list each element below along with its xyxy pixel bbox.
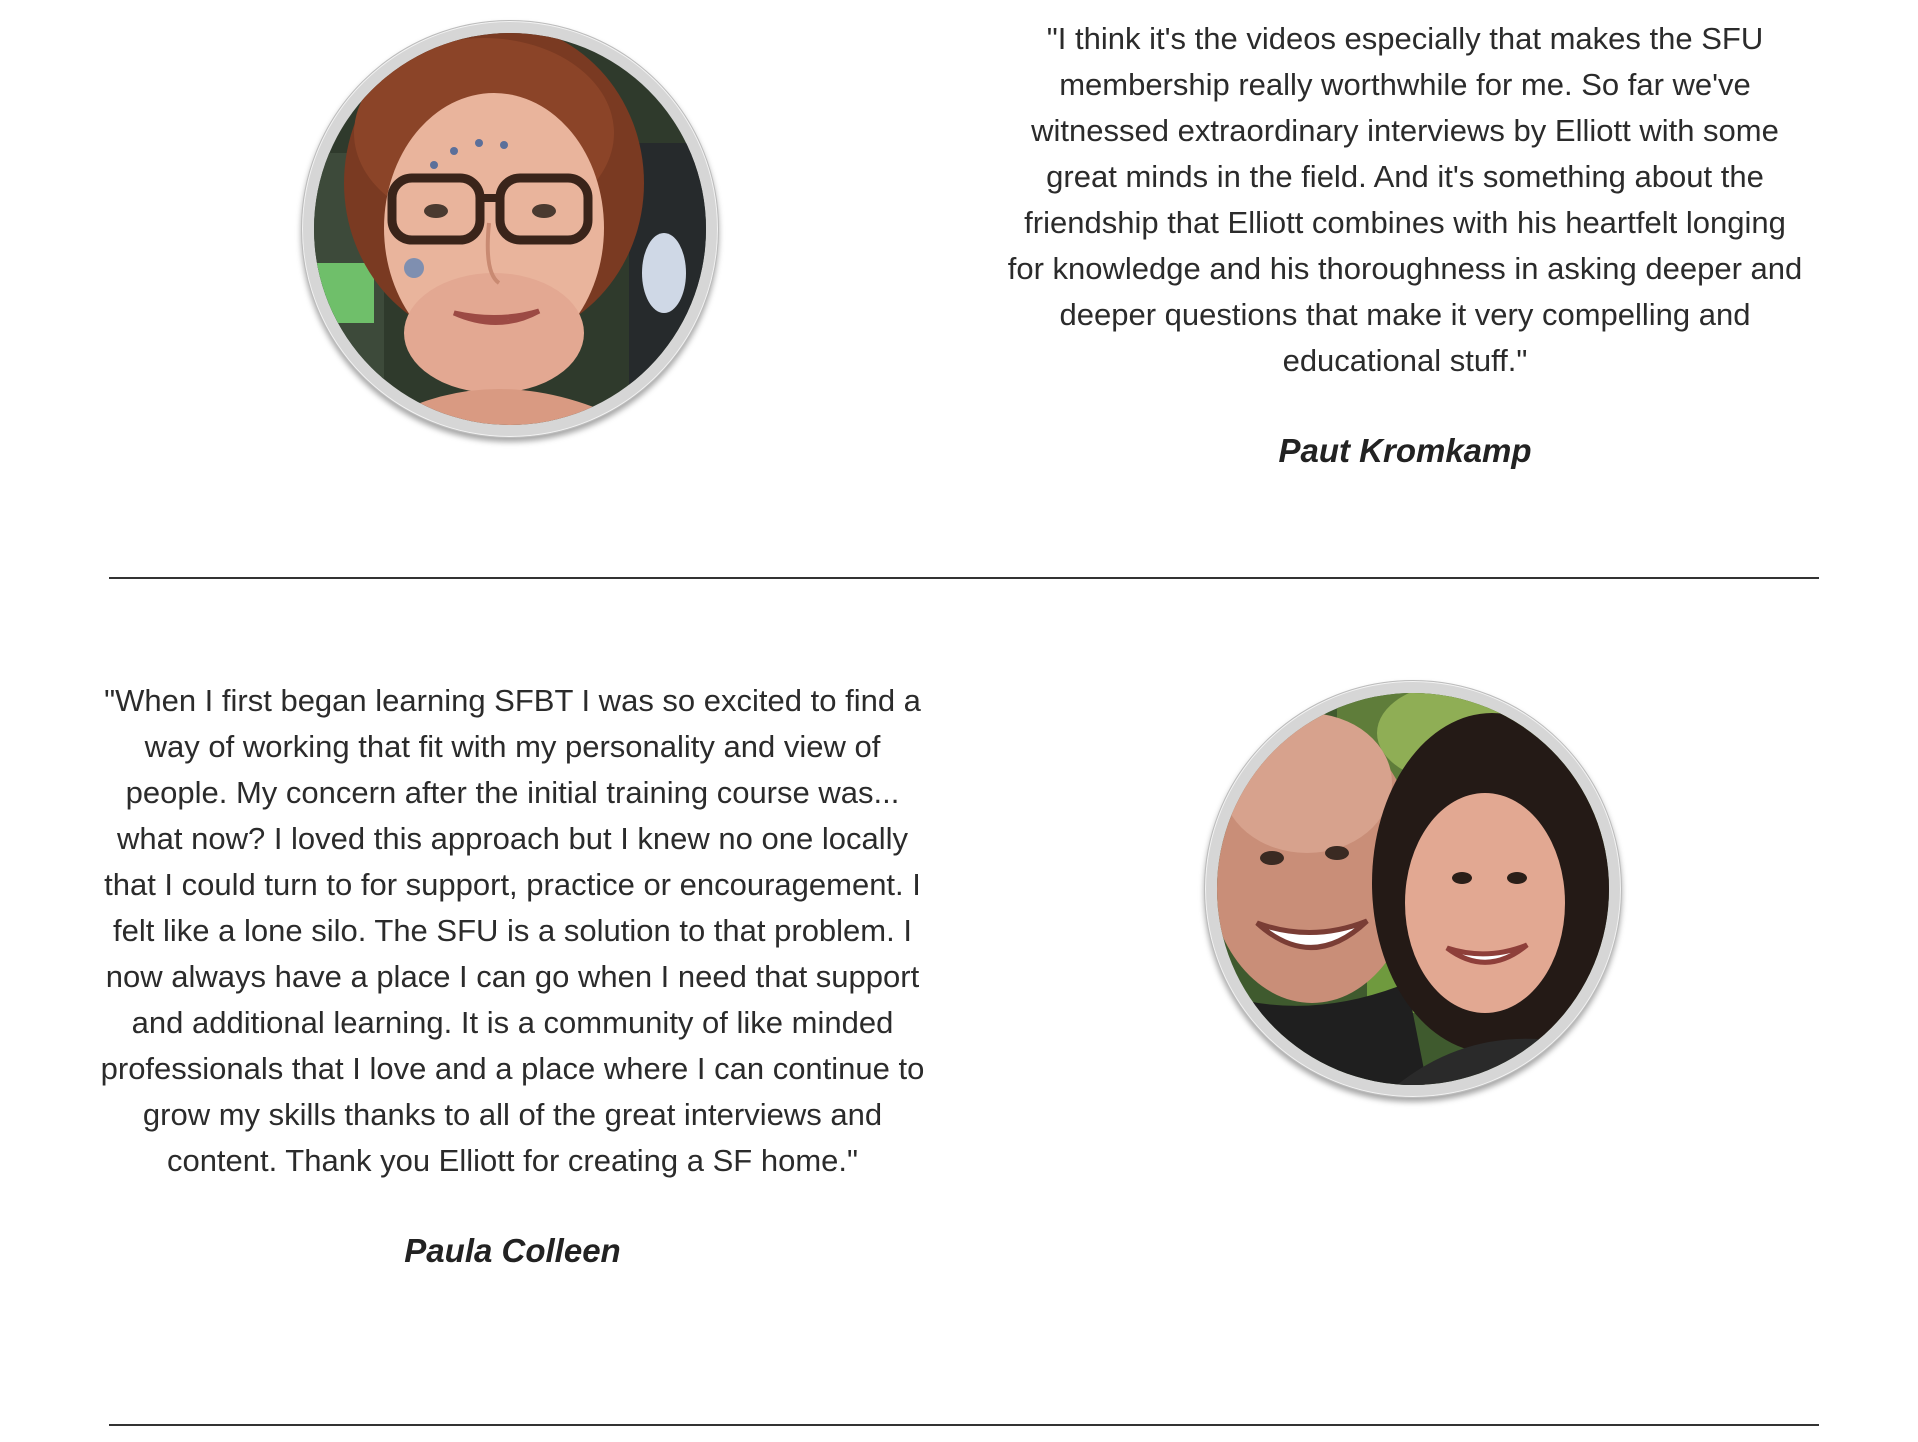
testimonial-content [1005, 16, 1805, 474]
woman-with-glasses-photo-icon [314, 33, 706, 425]
testimonial-paut-kromkamp [0, 0, 1918, 578]
section-divider [109, 1424, 1819, 1426]
testimonial-author: Paut Kromkamp [1278, 432, 1532, 469]
testimonial-avatar [1204, 680, 1622, 1098]
testimonial-content [100, 678, 925, 1274]
testimonial-avatar [301, 20, 719, 438]
testimonial-author: Paula Colleen [404, 1232, 621, 1269]
testimonial-paula-colleen [0, 578, 1918, 1426]
testimonial-quote: "When I first began learning SFBT I was so excited to find a way of working that fit with my personality and view of people. My concern after the initial training course was... what now? I loved this approach but I knew no one locally that I could turn to for support, practice or encouragement. I felt like a lone silo. The SFU is a solution to that problem. I now always have a place I can go when I need that support and additional learning. It is a community of like minded professionals that I love and a place where I can continue to grow my skills thanks to all of the great interviews and content. Thank you Elliott for creating a SF home." [100, 683, 925, 1178]
testimonial-quote: "I think it's the videos especially that makes the SFU membership really worthwhile for me. So far we've witnessed extraordinary interviews by Elliott with some great minds in the field. And it's something about the friendship that Elliott combines with his heartfelt longing for knowledge and his thoroughness in asking deeper and deeper questions that make it very compelling and educational stuff." [1007, 21, 1803, 378]
couple-selfie-photo-icon [1217, 693, 1609, 1085]
